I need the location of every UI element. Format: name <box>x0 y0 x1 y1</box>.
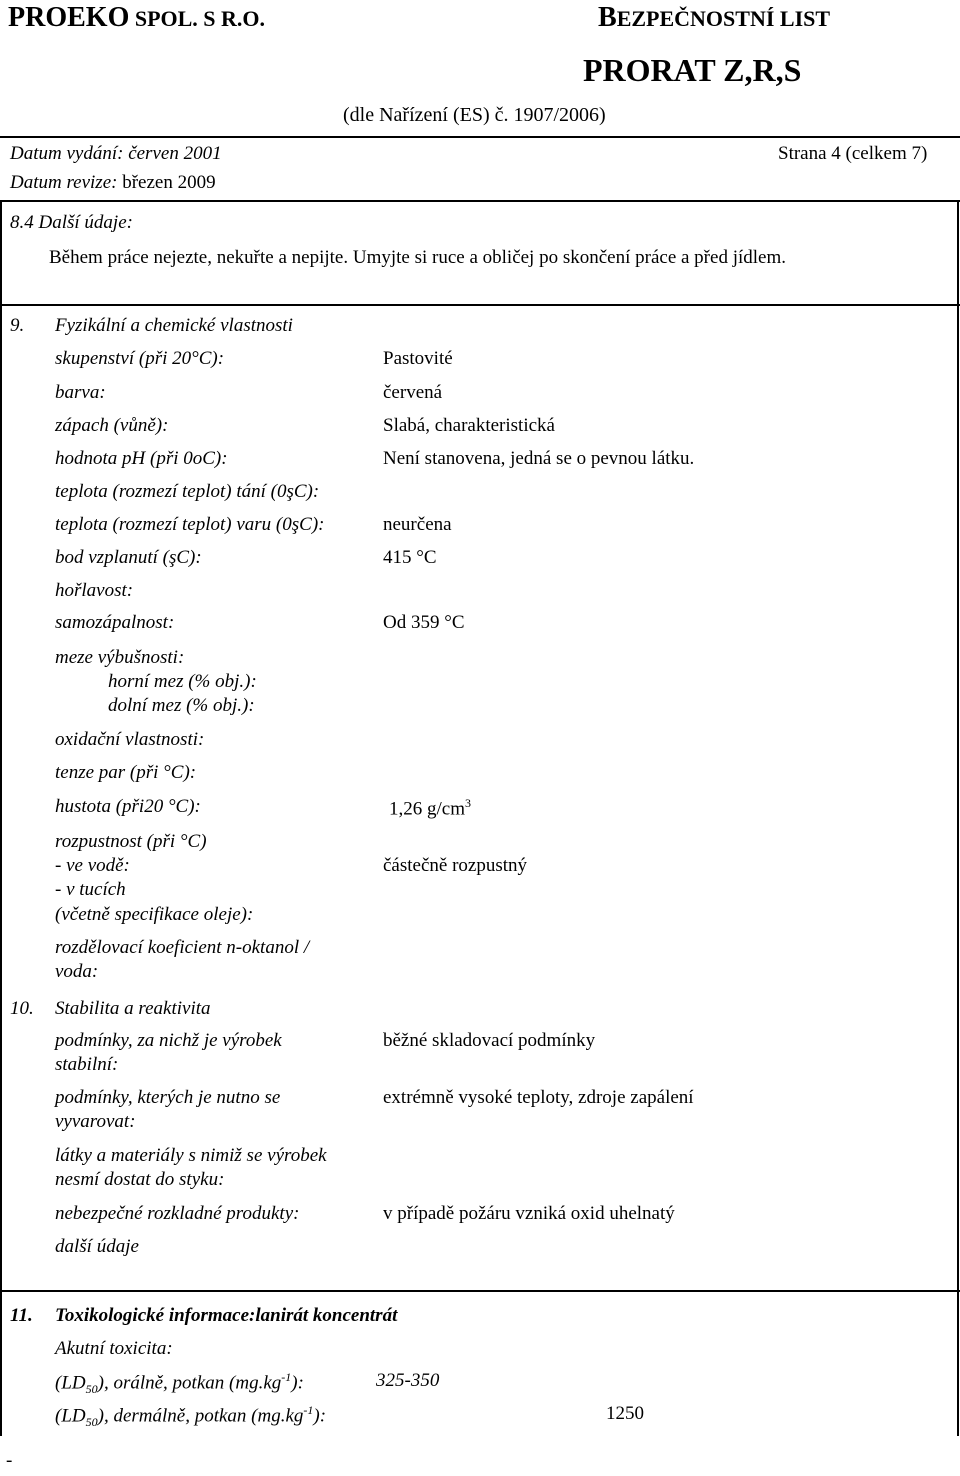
property-value: 415 °C <box>383 547 437 568</box>
decomposition-products-label: nebezpečné rozkladné produkty: <box>55 1203 300 1224</box>
avoid-conditions-label: podmínky, kterých je nutno se <box>55 1087 281 1108</box>
oral-ld50-label <box>55 1370 304 1397</box>
vapour-pressure-label: tenze par (při °C): <box>55 762 197 783</box>
revision-date <box>10 172 216 194</box>
decomposition-products-value: v případě požáru vzniká oxid uhelnatý <box>383 1203 675 1224</box>
explosion-upper-label: horní mez (% obj.): <box>108 671 257 692</box>
product-name: PRORAT Z,R,S <box>583 52 802 88</box>
property-label: zápach (vůně): <box>55 415 169 436</box>
stability-conditions-label: podmínky, za nichž je výrobek <box>55 1030 282 1051</box>
property-label: samozápalnost: <box>55 612 175 633</box>
acute-toxicity-label: Akutní toxicita: <box>55 1338 173 1359</box>
company-name-rest: ROEKO <box>25 2 130 33</box>
section-10-divider <box>0 1290 960 1292</box>
section-11-title: Toxikologické informace:lanirát koncentrát <box>55 1305 398 1326</box>
section-11-number: 11. <box>10 1305 33 1326</box>
doc-title-rest: EZPEČNOSTNÍ LIST <box>616 6 831 31</box>
property-label: teplota (rozmezí teplot) varu (0şC): <box>55 514 325 535</box>
density-value <box>389 796 471 820</box>
section-10-number: 10. <box>10 998 34 1019</box>
avoid-conditions-label-cont: vyvarovat: <box>55 1111 136 1132</box>
section-9-title: Fyzikální a chemické vlastnosti <box>55 315 293 336</box>
oral-ld-mid: ), orálně, potkan (mg.kg <box>97 1372 282 1394</box>
company-name <box>8 2 265 34</box>
solubility-fats-label: - v tucích <box>55 879 126 900</box>
revision-value: březen 2009 <box>122 172 216 193</box>
explosion-limits-label: meze výbušnosti: <box>55 647 185 668</box>
oxidizing-label: oxidační vlastnosti: <box>55 729 205 750</box>
frame-left <box>0 200 2 1436</box>
oral-ld-end: ): <box>291 1372 304 1394</box>
regulation: (dle Nařízení (ES) č. 1907/2006) <box>343 104 606 126</box>
frame-top <box>0 200 960 202</box>
stability-conditions-label-cont: stabilní: <box>55 1054 119 1075</box>
frame-right <box>957 200 959 1436</box>
section-8-4-text: Během práce nejezte, nekuřte a nepijte. Umyjte si ruce a obličej po skončení práce a před jídlem. <box>49 247 786 268</box>
company-name-initial: P <box>8 2 26 33</box>
oral-ld-text: (LD <box>55 1372 86 1394</box>
property-value: červená <box>383 382 443 403</box>
solubility-water-label: - ve vodě: <box>55 855 130 876</box>
doc-title-initial: B <box>598 2 617 33</box>
incompatible-materials-label-cont: nesmí dostat do styku: <box>55 1169 225 1190</box>
property-label: barva: <box>55 382 106 403</box>
dermal-ld-subscript: 50 <box>85 1415 98 1430</box>
section-10-title: Stabilita a reaktivita <box>55 998 211 1019</box>
dermal-ld50-value: 1250 <box>606 1403 644 1424</box>
solubility-label: rozpustnost (při °C) <box>55 831 207 852</box>
header-divider <box>0 136 960 138</box>
property-value: Slabá, charakteristická <box>383 415 555 436</box>
property-value: Není stanovena, jedná se o pevnou látku. <box>383 448 695 469</box>
partition-coefficient-label: rozdělovací koeficient n-oktanol / <box>55 937 310 958</box>
doc-title <box>598 2 830 34</box>
property-label: bod vzplanutí (şC): <box>55 547 202 568</box>
oral-ld50-value: 325-350 <box>376 1370 440 1391</box>
dermal-ld-text: (LD <box>55 1405 86 1427</box>
property-label: hodnota pH (při 0oC): <box>55 448 228 469</box>
section-9-number: 9. <box>10 315 25 336</box>
partition-coefficient-label-cont: voda: <box>55 961 99 982</box>
footer-mark: - <box>6 1450 13 1471</box>
issue-date: Datum vydání: červen 2001 <box>10 143 222 164</box>
property-label: teplota (rozmezí teplot) tání (0şC): <box>55 481 320 502</box>
density-label: hustota (při20 °C): <box>55 796 201 817</box>
page-number: Strana 4 (celkem 7) <box>778 143 928 164</box>
density-exponent: 3 <box>465 796 471 810</box>
density-number: 1,26 g/cm <box>389 798 465 820</box>
incompatible-materials-label: látky a materiály s nimiž se výrobek <box>55 1145 327 1166</box>
revision-label: Datum revize: <box>10 172 118 193</box>
property-value: neurčena <box>383 514 452 535</box>
dermal-ld-exponent: -1 <box>303 1403 314 1417</box>
dermal-ld-end: ): <box>313 1405 327 1427</box>
property-value: Pastovité <box>383 348 453 369</box>
solubility-fats-note: (včetně specifikace oleje): <box>55 904 254 925</box>
stability-conditions-value: běžné skladovací podmínky <box>383 1030 596 1051</box>
section-8-divider <box>0 304 960 306</box>
avoid-conditions-value: extrémně vysoké teploty, zdroje zapálení <box>383 1087 694 1108</box>
section-8-4-heading: 8.4 Další údaje: <box>10 212 133 233</box>
other-info-label: další údaje <box>55 1236 139 1257</box>
oral-ld-exponent: -1 <box>281 1370 292 1384</box>
property-value: Od 359 °C <box>383 612 465 633</box>
solubility-water-value: částečně rozpustný <box>383 855 528 876</box>
dermal-ld50-label <box>55 1403 326 1430</box>
oral-ld-subscript: 50 <box>85 1382 98 1397</box>
property-label: hořlavost: <box>55 580 134 601</box>
property-label: skupenství (při 20°C): <box>55 348 225 369</box>
explosion-lower-label: dolní mez (% obj.): <box>108 695 255 716</box>
dermal-ld-mid: ), dermálně, potkan (mg.kg <box>97 1405 304 1427</box>
company-name-tail: SPOL. S R.O. <box>129 6 266 31</box>
